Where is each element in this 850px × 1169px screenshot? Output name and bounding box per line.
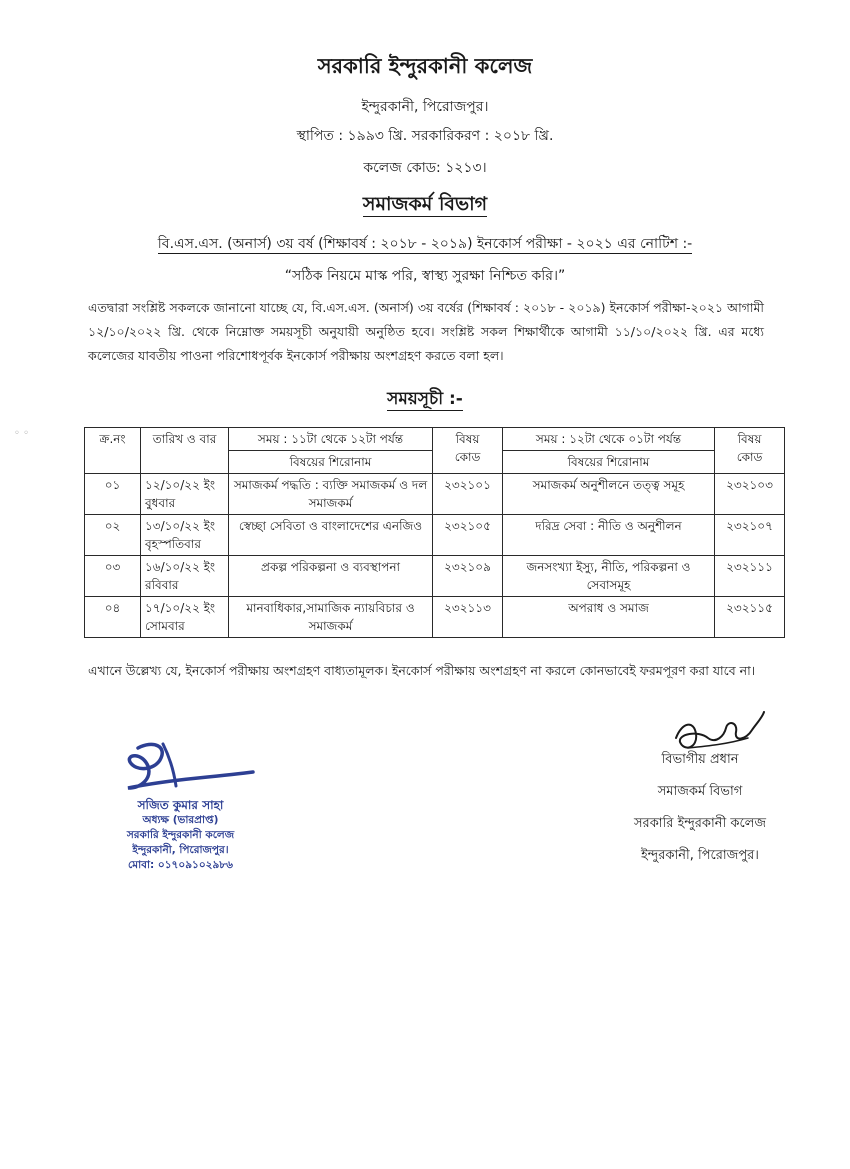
college-address: ইন্দুরকানী, পিরোজপুর।: [361, 99, 489, 115]
row-subject1: প্রকল্প পরিকল্পনা ও ব্যবস্থাপনা: [229, 556, 433, 597]
schedule-title: [0, 386, 850, 414]
header-code1-a: বিষয়: [455, 432, 480, 446]
row-date-day: [141, 597, 229, 638]
table-row: [85, 597, 785, 638]
header-code2-b: কোড: [736, 450, 763, 464]
row-date: ১৬/১০/২২ ইং: [145, 560, 216, 574]
header-serial: ক্র.নং: [85, 428, 141, 474]
row-date: ১২/১০/২২ ইং: [145, 478, 216, 492]
department-head-block: [600, 708, 800, 872]
principal-name: সজিত কুমার সাহা: [137, 798, 224, 812]
principal-mobile: মোবা: ০১৭০৯১০২৯৮৬: [128, 859, 233, 871]
row-serial: ০১: [85, 474, 141, 515]
notice-title-text: বি.এস.এস. (অনার্স) ৩য় বর্ষ (শিক্ষাবর্ষ : ২০১৮ - ২০১৯) ইনকোর্স পরীক্ষা - ২০২১ এর নোটিশ :-: [157, 236, 693, 252]
header-code1: [433, 428, 503, 474]
table-row: [85, 474, 785, 515]
department-head-department: সমাজকর্ম বিভাগ: [657, 784, 743, 799]
row-code1: ২৩২১০৫: [433, 515, 503, 556]
row-date-day: [141, 556, 229, 597]
row-code2: ২৩২১১১: [715, 556, 785, 597]
principal-college: সরকারি ইন্দুরকানী কলেজ: [126, 829, 235, 841]
row-day: সোমবার: [145, 619, 185, 633]
table-row: [85, 556, 785, 597]
header-code2-a: বিষয়: [737, 432, 762, 446]
principal-signature-block: [108, 738, 258, 873]
row-serial: ০৪: [85, 597, 141, 638]
header-slot2-subject: বিষয়ের শিরোনাম: [503, 451, 715, 474]
principal-title: অধ্যক্ষ (ভারপ্রাপ্ত): [142, 814, 219, 826]
table-row: [85, 515, 785, 556]
principal-signature-icon: [108, 738, 258, 796]
row-subject2: জনসংখ্যা ইস্যু, নীতি, পরিকল্পনা ও সেবাসমূহ: [503, 556, 715, 597]
header-code2: [715, 428, 785, 474]
row-subject2: সমাজকর্ম অনুশীলনে তত্ত্ব সমূহ: [503, 474, 715, 515]
row-code1: ২৩২১০১: [433, 474, 503, 515]
row-subject1: মানবাধিকার,সামাজিক ন্যায়বিচার ও সমাজকর্ম: [229, 597, 433, 638]
row-serial: ০৩: [85, 556, 141, 597]
header-code1-b: কোড: [454, 450, 481, 464]
header-date-day: তারিখ ও বার: [141, 428, 229, 474]
principal-address: ইন্দুরকানী, পিরোজপুর।: [132, 844, 229, 856]
department-head-college: সরকারি ইন্দুরকানী কলেজ: [633, 816, 767, 831]
row-subject1: স্বেচ্ছা সেবিতা ও বাংলাদেশের এনজিও: [229, 515, 433, 556]
row-date-day: [141, 515, 229, 556]
row-date-day: [141, 474, 229, 515]
row-code2: ২৩২১০৩: [715, 474, 785, 515]
row-serial: ০২: [85, 515, 141, 556]
college-name: সরকারি ইন্দুরকানী কলেজ: [317, 54, 533, 78]
row-date: ১৭/১০/২২ ইং: [145, 601, 216, 615]
schedule-table: [84, 427, 785, 638]
department-title-text: সমাজকর্ম বিভাগ: [362, 193, 488, 215]
row-code2: ২৩২১১৫: [715, 597, 785, 638]
header-slot1-subject: বিষয়ের শিরোনাম: [229, 451, 433, 474]
established-info: স্থাপিত : ১৯৯৩ খ্রি. সরকারিকরণ : ২০১৮ খ্রি.: [296, 128, 554, 144]
row-day: রবিবার: [145, 578, 179, 592]
row-code1: ২৩২১০৯: [433, 556, 503, 597]
row-day: বৃহস্পতিবার: [145, 537, 201, 551]
department-head-address: ইন্দুরকানী, পিরোজপুর।: [641, 848, 759, 863]
row-code2: ২৩২১০৭: [715, 515, 785, 556]
principal-seal: [108, 798, 253, 873]
row-code1: ২৩২১১৩: [433, 597, 503, 638]
department-head-designation: বিভাগীয় প্রধান: [661, 752, 739, 767]
department-title: [0, 190, 850, 222]
slogan: “সঠিক নিয়মে মাস্ক পরি, স্বাস্থ্য সুরক্ষা নিশ্চিত করি।”: [284, 268, 566, 284]
scan-mark: ◦ ◦: [14, 428, 29, 439]
notice-title: [0, 232, 850, 256]
college-code: কলেজ কোড: ১২১৩।: [363, 160, 487, 176]
header-slot2-time: সময় : ১২টা থেকে ০১টা পর্যন্ত: [503, 428, 715, 451]
row-subject2: অপরাধ ও সমাজ: [503, 597, 715, 638]
header-slot1-time: সময় : ১১টা থেকে ১২টা পর্যন্ত: [229, 428, 433, 451]
table-header-row: [85, 428, 785, 451]
row-date: ১৩/১০/২২ ইং: [145, 519, 216, 533]
row-subject2: দরিদ্র সেবা : নীতি ও অনুশীলন: [503, 515, 715, 556]
row-day: বুধবার: [145, 496, 176, 510]
notice-paragraph: এতদ্বারা সংশ্লিষ্ট সকলকে জানানো যাচ্ছে যে, বি.এস.এস. (অনার্স) ৩য় বর্ষের (শিক্ষাবর্ষ : ২০১৮ - ২০১৯) ইনকোর্স পরীক্ষা-২০২১ আগামী ১২/১০/২০২২ খ্রি. থেকে নিম্নোক্ত সময়সূচী অনুযায়ী অনুষ্ঠিত হবে। সংশ্লিষ্ট সকল শিক্ষার্থীকে আগামী ১১/১০/২০২২ খ্রি. এর মধ্যে কলেজের যাবতীয় পাওনা পরিশোধপূর্বক ইনকোর্স পরীক্ষায় অংশগ্রহণ করতে বলা হল।: [88, 300, 764, 363]
note-text: এখানে উল্লেখ্য যে, ইনকোর্স পরীক্ষায় অংশগ্রহণ বাধ্যতামূলক। ইনকোর্স পরীক্ষায় অংশগ্রহণ না করলে কোনভাবেই ফরমপূরণ করা যাবে না।: [88, 663, 756, 678]
row-subject1: সমাজকর্ম পদ্ধতি : ব্যক্তি সমাজকর্ম ও দল সমাজকর্ম: [229, 474, 433, 515]
schedule-title-text: সময়সূচী :-: [387, 389, 463, 409]
